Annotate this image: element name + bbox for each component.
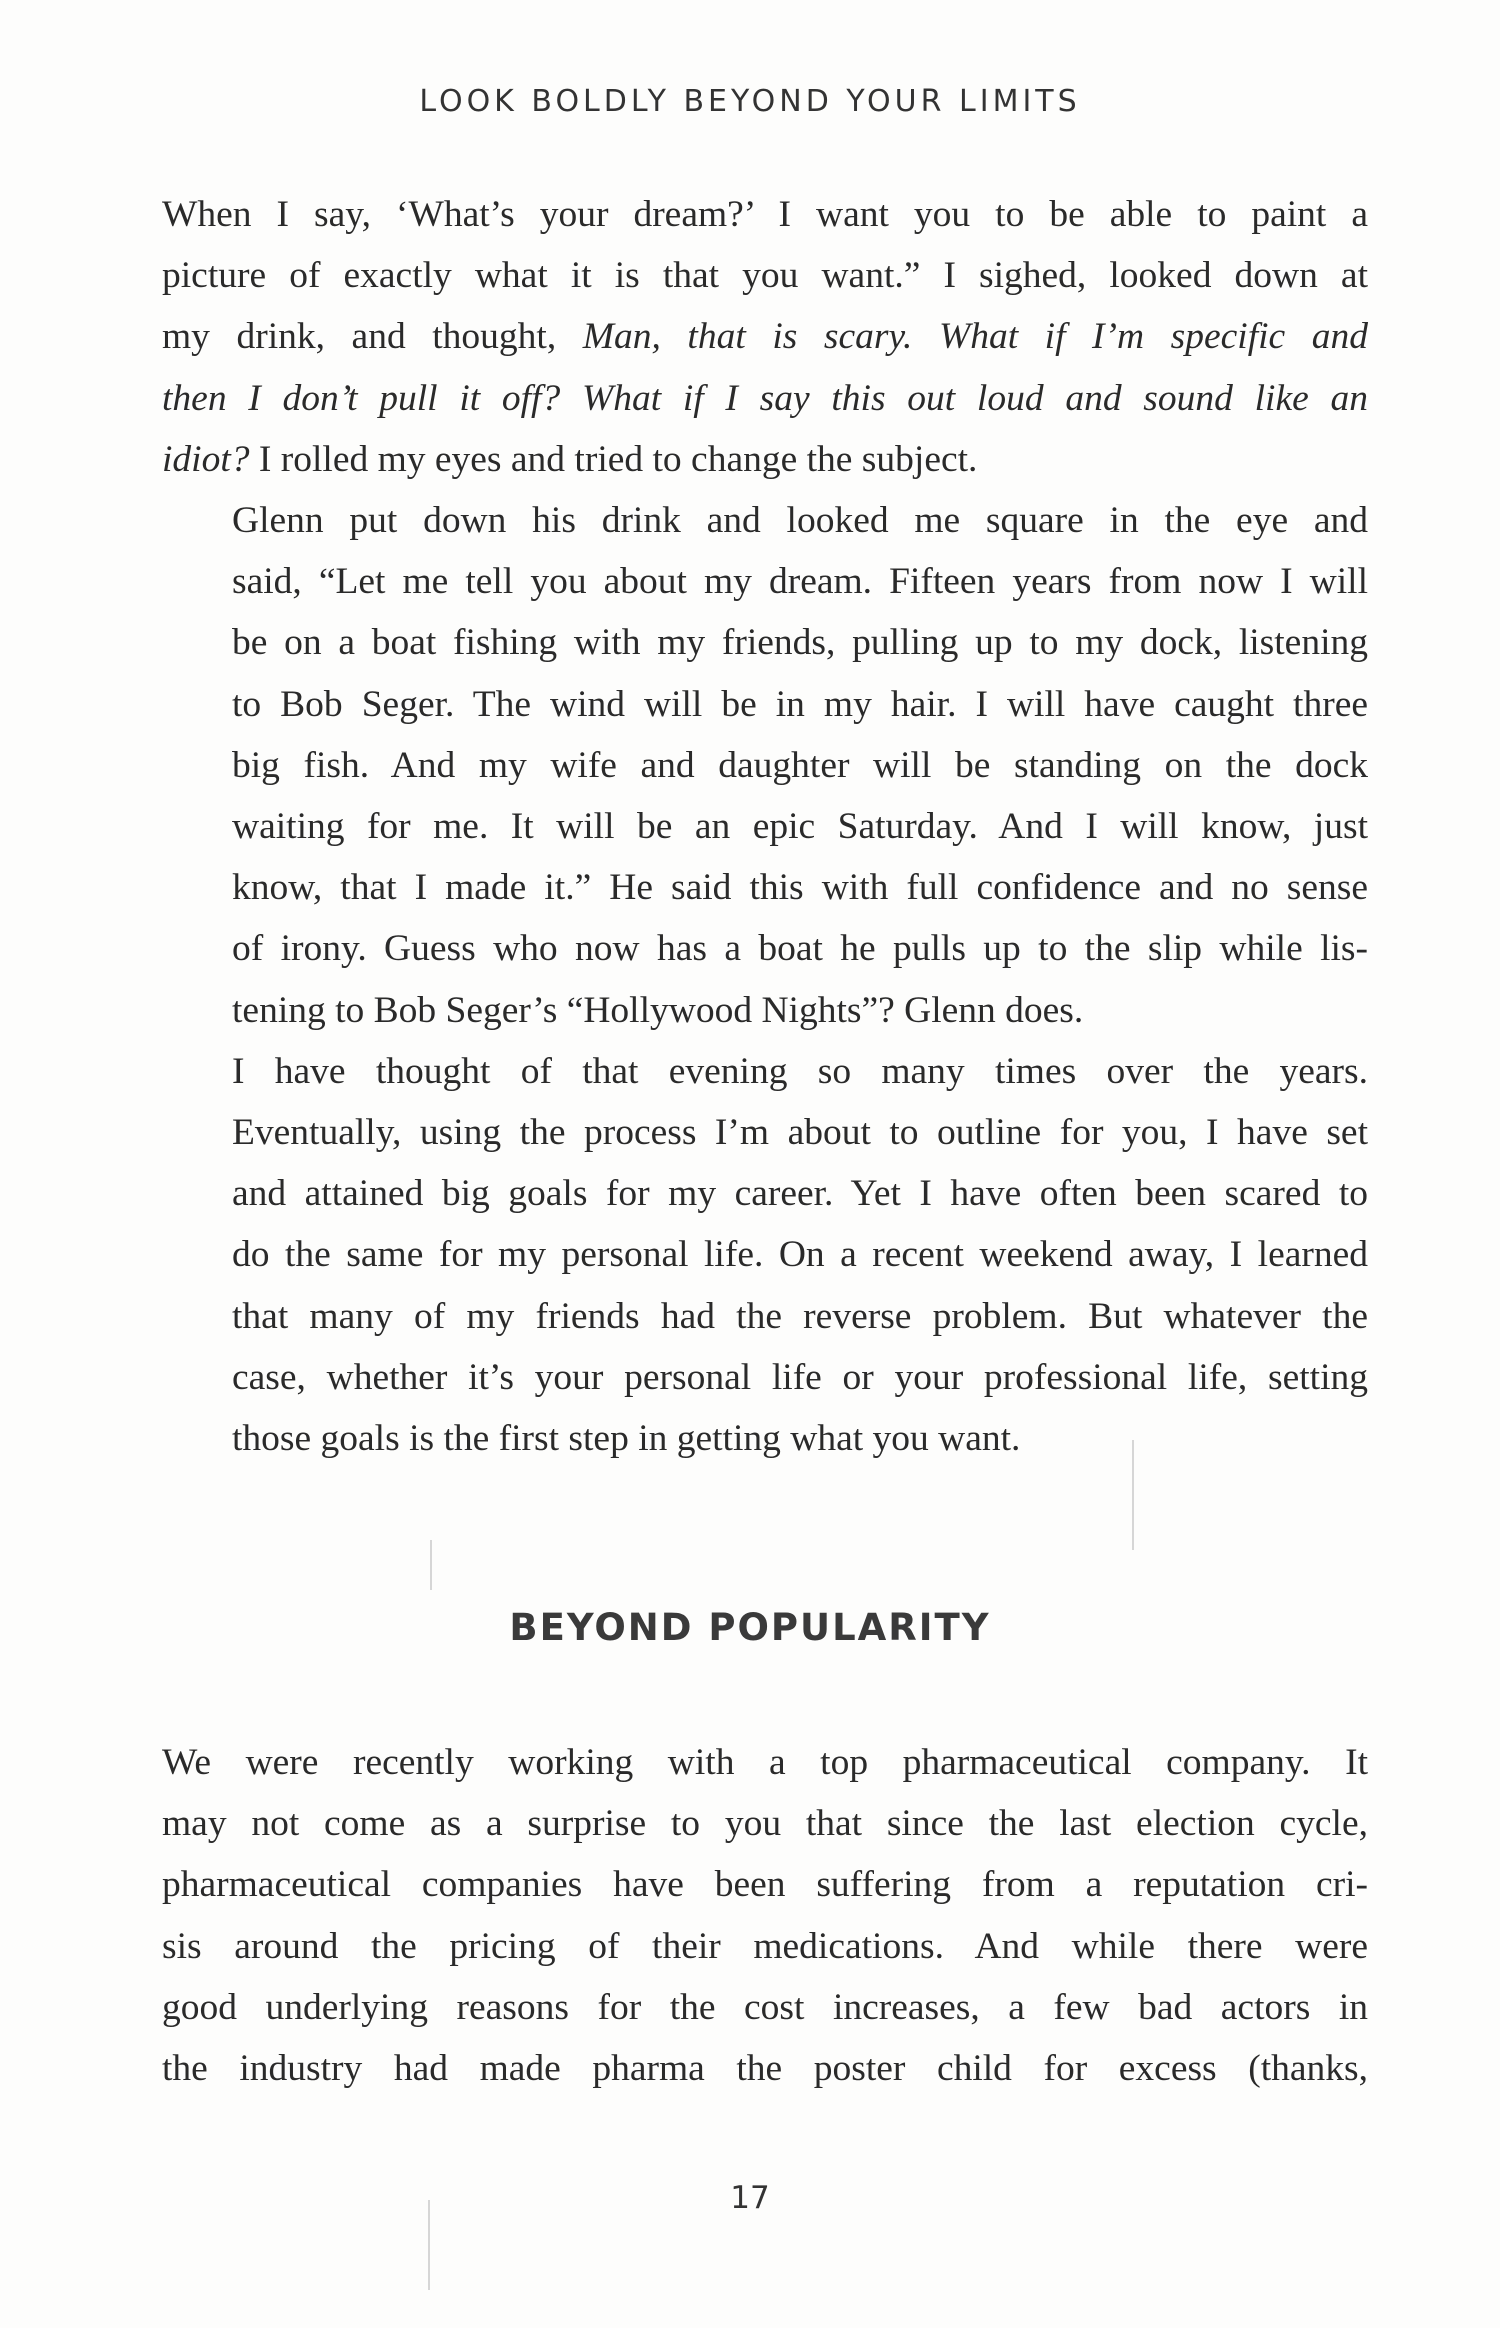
body-text-top bbox=[162, 184, 1368, 1469]
text-line bbox=[162, 306, 1368, 367]
text-line: that many of my friends had the reverse problem. But whatever the bbox=[232, 1295, 1368, 1337]
paragraph bbox=[162, 490, 1368, 1041]
text-line: said, “Let me tell you about my dream. Fifteen years from now I will bbox=[232, 561, 1368, 603]
paragraph bbox=[162, 1732, 1368, 2099]
section-heading: BEYOND POPULARITY bbox=[509, 1606, 991, 1649]
text-line: of irony. Guess who now has a boat he pulls up to the slip while lis- bbox=[232, 928, 1368, 970]
text-line: good underlying reasons for the cost increases, a few bad actors in bbox=[162, 1986, 1368, 2028]
italic-text-run: idiot? bbox=[162, 438, 250, 480]
text-line: know, that I made it.” He said this with full confidence and no sense bbox=[232, 867, 1368, 909]
text-line: to Bob Seger. The wind will be in my hair. I will have caught three bbox=[232, 683, 1368, 725]
text-line: do the same for my personal life. On a recent weekend away, I learned bbox=[232, 1234, 1368, 1276]
text-run: I rolled my eyes and tried to change the subject. bbox=[249, 438, 978, 480]
scan-artifact bbox=[428, 2200, 430, 2290]
text-line: sis around the pricing of their medications. And while there were bbox=[162, 1925, 1368, 1967]
running-head: LOOK BOLDLY BEYOND YOUR LIMITS bbox=[419, 84, 1081, 119]
paragraph bbox=[162, 184, 1368, 490]
text-line: case, whether it’s your personal life or your professional life, setting bbox=[232, 1356, 1368, 1398]
text-line bbox=[162, 368, 1368, 429]
text-line: those goals is the first step in getting what you want. bbox=[232, 1418, 1021, 1460]
text-line: and attained big goals for my career. Yet I have often been scared to bbox=[232, 1173, 1368, 1215]
page-number: 17 bbox=[730, 2180, 770, 2216]
scan-artifact bbox=[1132, 1440, 1134, 1550]
scan-artifact bbox=[430, 1540, 432, 1590]
paragraph bbox=[162, 1041, 1368, 1469]
text-line: pharmaceutical companies have been suffering from a reputation cri- bbox=[162, 1864, 1368, 1906]
text-line: Eventually, using the process I’m about to outline for you, I have set bbox=[232, 1112, 1368, 1154]
text-line: Glenn put down his drink and looked me square in the eye and bbox=[232, 500, 1368, 542]
text-line: We were recently working with a top pharmaceutical company. It bbox=[162, 1742, 1368, 1783]
text-line: big fish. And my wife and daughter will be standing on the dock bbox=[232, 744, 1368, 786]
italic-text-run: Man, that is scary. What if I’m specific and bbox=[582, 316, 1368, 358]
text-line: waiting for me. It will be an epic Saturday. And I will know, just bbox=[232, 806, 1368, 848]
text-line: be on a boat fishing with my friends, pulling up to my dock, listening bbox=[232, 622, 1368, 664]
body-text-bottom bbox=[162, 1732, 1368, 2099]
text-line: may not come as a surprise to you that since the last election cycle, bbox=[162, 1803, 1368, 1845]
text-line: I have thought of that evening so many times over the years. bbox=[232, 1050, 1368, 1092]
italic-text-run: then I don’t pull it off? What if I say this out loud and sound like an bbox=[162, 377, 1368, 419]
text-line: picture of exactly what it is that you want.” I sighed, looked down at bbox=[162, 255, 1368, 297]
text-line bbox=[162, 429, 1368, 490]
text-line: the industry had made pharma the poster child for excess (thanks, bbox=[162, 2048, 1368, 2090]
text-line: tening to Bob Seger’s “Hollywood Nights”? Glenn does. bbox=[232, 989, 1084, 1031]
text-line: When I say, ‘What’s your dream?’ I want you to be able to paint a bbox=[162, 194, 1368, 235]
text-run: my drink, and thought, bbox=[162, 316, 583, 358]
